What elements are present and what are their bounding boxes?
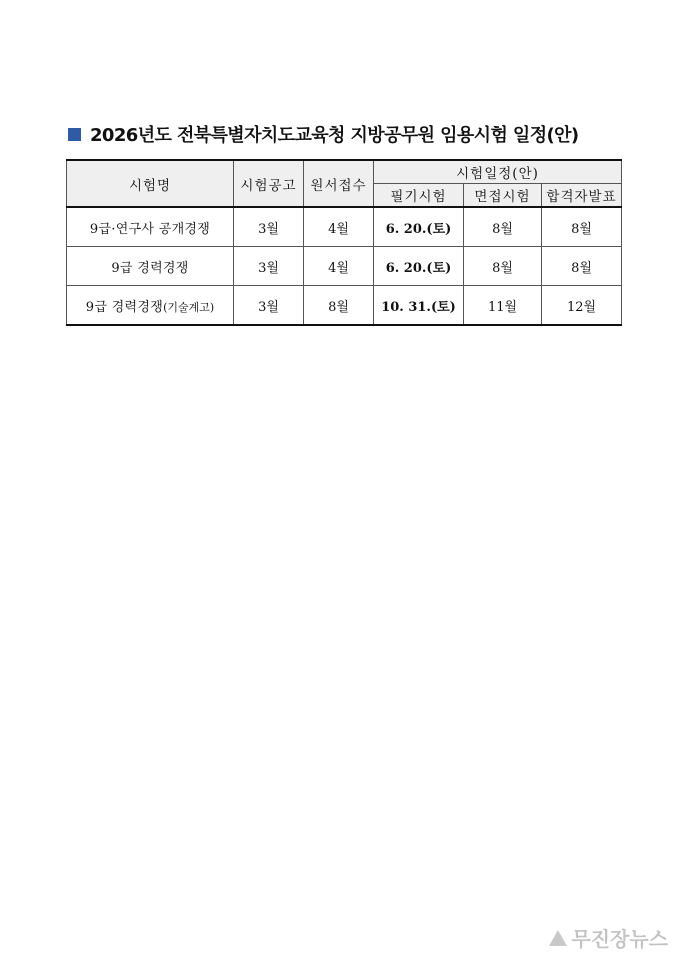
exam-name: 9급 경력경쟁 bbox=[85, 299, 164, 315]
header-interview: 면접시험 bbox=[464, 184, 542, 208]
header-announcement: 시험공고 bbox=[234, 160, 304, 207]
mountain-icon bbox=[549, 930, 567, 946]
result-cell: 12월 bbox=[542, 286, 622, 326]
written-date-cell: 6. 20.(토) bbox=[374, 247, 464, 286]
exam-schedule-table bbox=[66, 159, 622, 326]
interview-cell: 11월 bbox=[464, 286, 542, 326]
application-cell: 4월 bbox=[304, 247, 374, 286]
written-date-cell: 10. 31.(토) bbox=[374, 286, 464, 326]
announcement-cell: 3월 bbox=[234, 247, 304, 286]
table-row bbox=[67, 286, 622, 326]
bullet-square-icon bbox=[68, 128, 81, 141]
exam-name-suffix: (기술계고) bbox=[163, 300, 215, 314]
exam-name-cell bbox=[67, 286, 234, 326]
header-application: 원서접수 bbox=[304, 160, 374, 207]
header-schedule-group: 시험일정(안) bbox=[374, 160, 622, 184]
header-exam-name: 시험명 bbox=[67, 160, 234, 207]
announcement-cell: 3월 bbox=[234, 207, 304, 247]
written-date-cell: 6. 20.(토) bbox=[374, 207, 464, 247]
document-title: 2026년도 전북특별자치도교육청 지방공무원 임용시험 일정(안) bbox=[90, 125, 579, 146]
exam-name-cell bbox=[67, 207, 234, 247]
announcement-cell: 3월 bbox=[234, 286, 304, 326]
result-cell: 8월 bbox=[542, 247, 622, 286]
header-written: 필기시험 bbox=[374, 184, 464, 208]
header-result: 합격자발표 bbox=[542, 184, 622, 208]
table-row bbox=[67, 247, 622, 286]
table-row bbox=[67, 207, 622, 247]
document-title-row bbox=[68, 121, 579, 147]
watermark-logo bbox=[549, 923, 668, 952]
application-cell: 4월 bbox=[304, 207, 374, 247]
exam-name-cell bbox=[67, 247, 234, 286]
watermark-text: 무진장뉴스 bbox=[571, 927, 668, 951]
interview-cell: 8월 bbox=[464, 247, 542, 286]
exam-name: 9급·연구사 공개경쟁 bbox=[89, 221, 211, 237]
exam-name: 9급 경력경쟁 bbox=[111, 260, 189, 276]
interview-cell: 8월 bbox=[464, 207, 542, 247]
result-cell: 8월 bbox=[542, 207, 622, 247]
application-cell: 8월 bbox=[304, 286, 374, 326]
